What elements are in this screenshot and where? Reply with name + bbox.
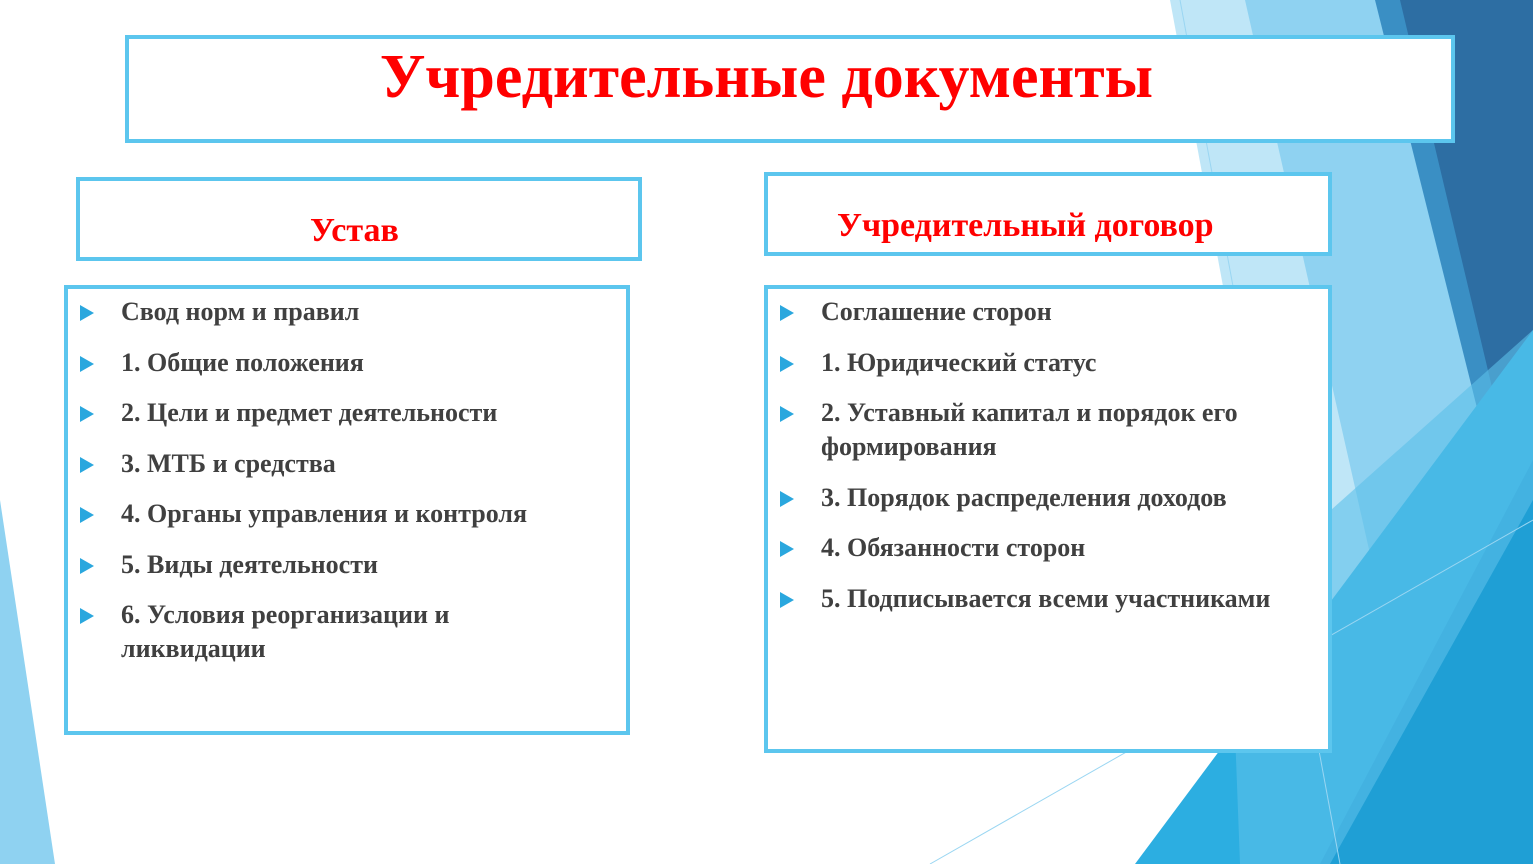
- triangle-right-icon: [780, 305, 794, 321]
- slide-title: Учредительные документы: [379, 43, 1154, 111]
- triangle-right-icon: [780, 406, 794, 422]
- list-item-text: 5. Виды деятельности: [121, 549, 378, 579]
- triangle-right-icon: [780, 592, 794, 608]
- left-heading: Устав: [310, 212, 399, 249]
- triangle-right-icon: [80, 507, 94, 523]
- triangle-right-icon: [780, 491, 794, 507]
- triangle-right-icon: [80, 305, 94, 321]
- triangle-right-icon: [80, 558, 94, 574]
- list-item: [780, 531, 1310, 565]
- list-item-text: Свод норм и правил: [121, 297, 360, 326]
- list-item-text: 1. Общие положения: [121, 347, 364, 377]
- list-item-text: 5. Подписывается всеми участниками: [821, 583, 1271, 613]
- triangle-right-icon: [80, 356, 94, 372]
- list-item-text: 2. Уставный капитал и порядок его формирования: [821, 398, 1238, 461]
- list-item-text: 4. Органы управления и контроля: [121, 499, 528, 528]
- list-item: [780, 295, 1310, 329]
- list-item: [80, 598, 600, 666]
- list-item: [80, 346, 600, 380]
- list-item: [80, 295, 600, 329]
- list-item-text: 4. Обязанности сторон: [821, 533, 1086, 562]
- list-item: [780, 582, 1310, 616]
- list-item-text: 2. Цели и предмет деятельности: [121, 398, 498, 427]
- list-item-text: 1. Юридический статус: [821, 347, 1097, 377]
- right-list: [780, 295, 1310, 632]
- list-item-text: Соглашение сторон: [821, 297, 1052, 326]
- list-item: [780, 481, 1310, 515]
- list-item: [80, 497, 600, 531]
- list-item: [780, 396, 1310, 464]
- left-list: [80, 295, 600, 683]
- right-heading: Учредительный договор: [837, 207, 1214, 244]
- list-item-text: 6. Условия реорганизации и ликвидации: [121, 600, 450, 663]
- triangle-right-icon: [780, 541, 794, 557]
- list-item-text: 3. МТБ и средства: [121, 448, 336, 478]
- triangle-right-icon: [80, 608, 94, 624]
- list-item: [80, 396, 600, 430]
- list-item: [780, 346, 1310, 380]
- list-item-text: 3. Порядок распределения доходов: [821, 482, 1227, 512]
- triangle-right-icon: [780, 356, 794, 372]
- list-item: [80, 447, 600, 481]
- triangle-right-icon: [80, 406, 94, 422]
- list-item: [80, 548, 600, 582]
- triangle-right-icon: [80, 457, 94, 473]
